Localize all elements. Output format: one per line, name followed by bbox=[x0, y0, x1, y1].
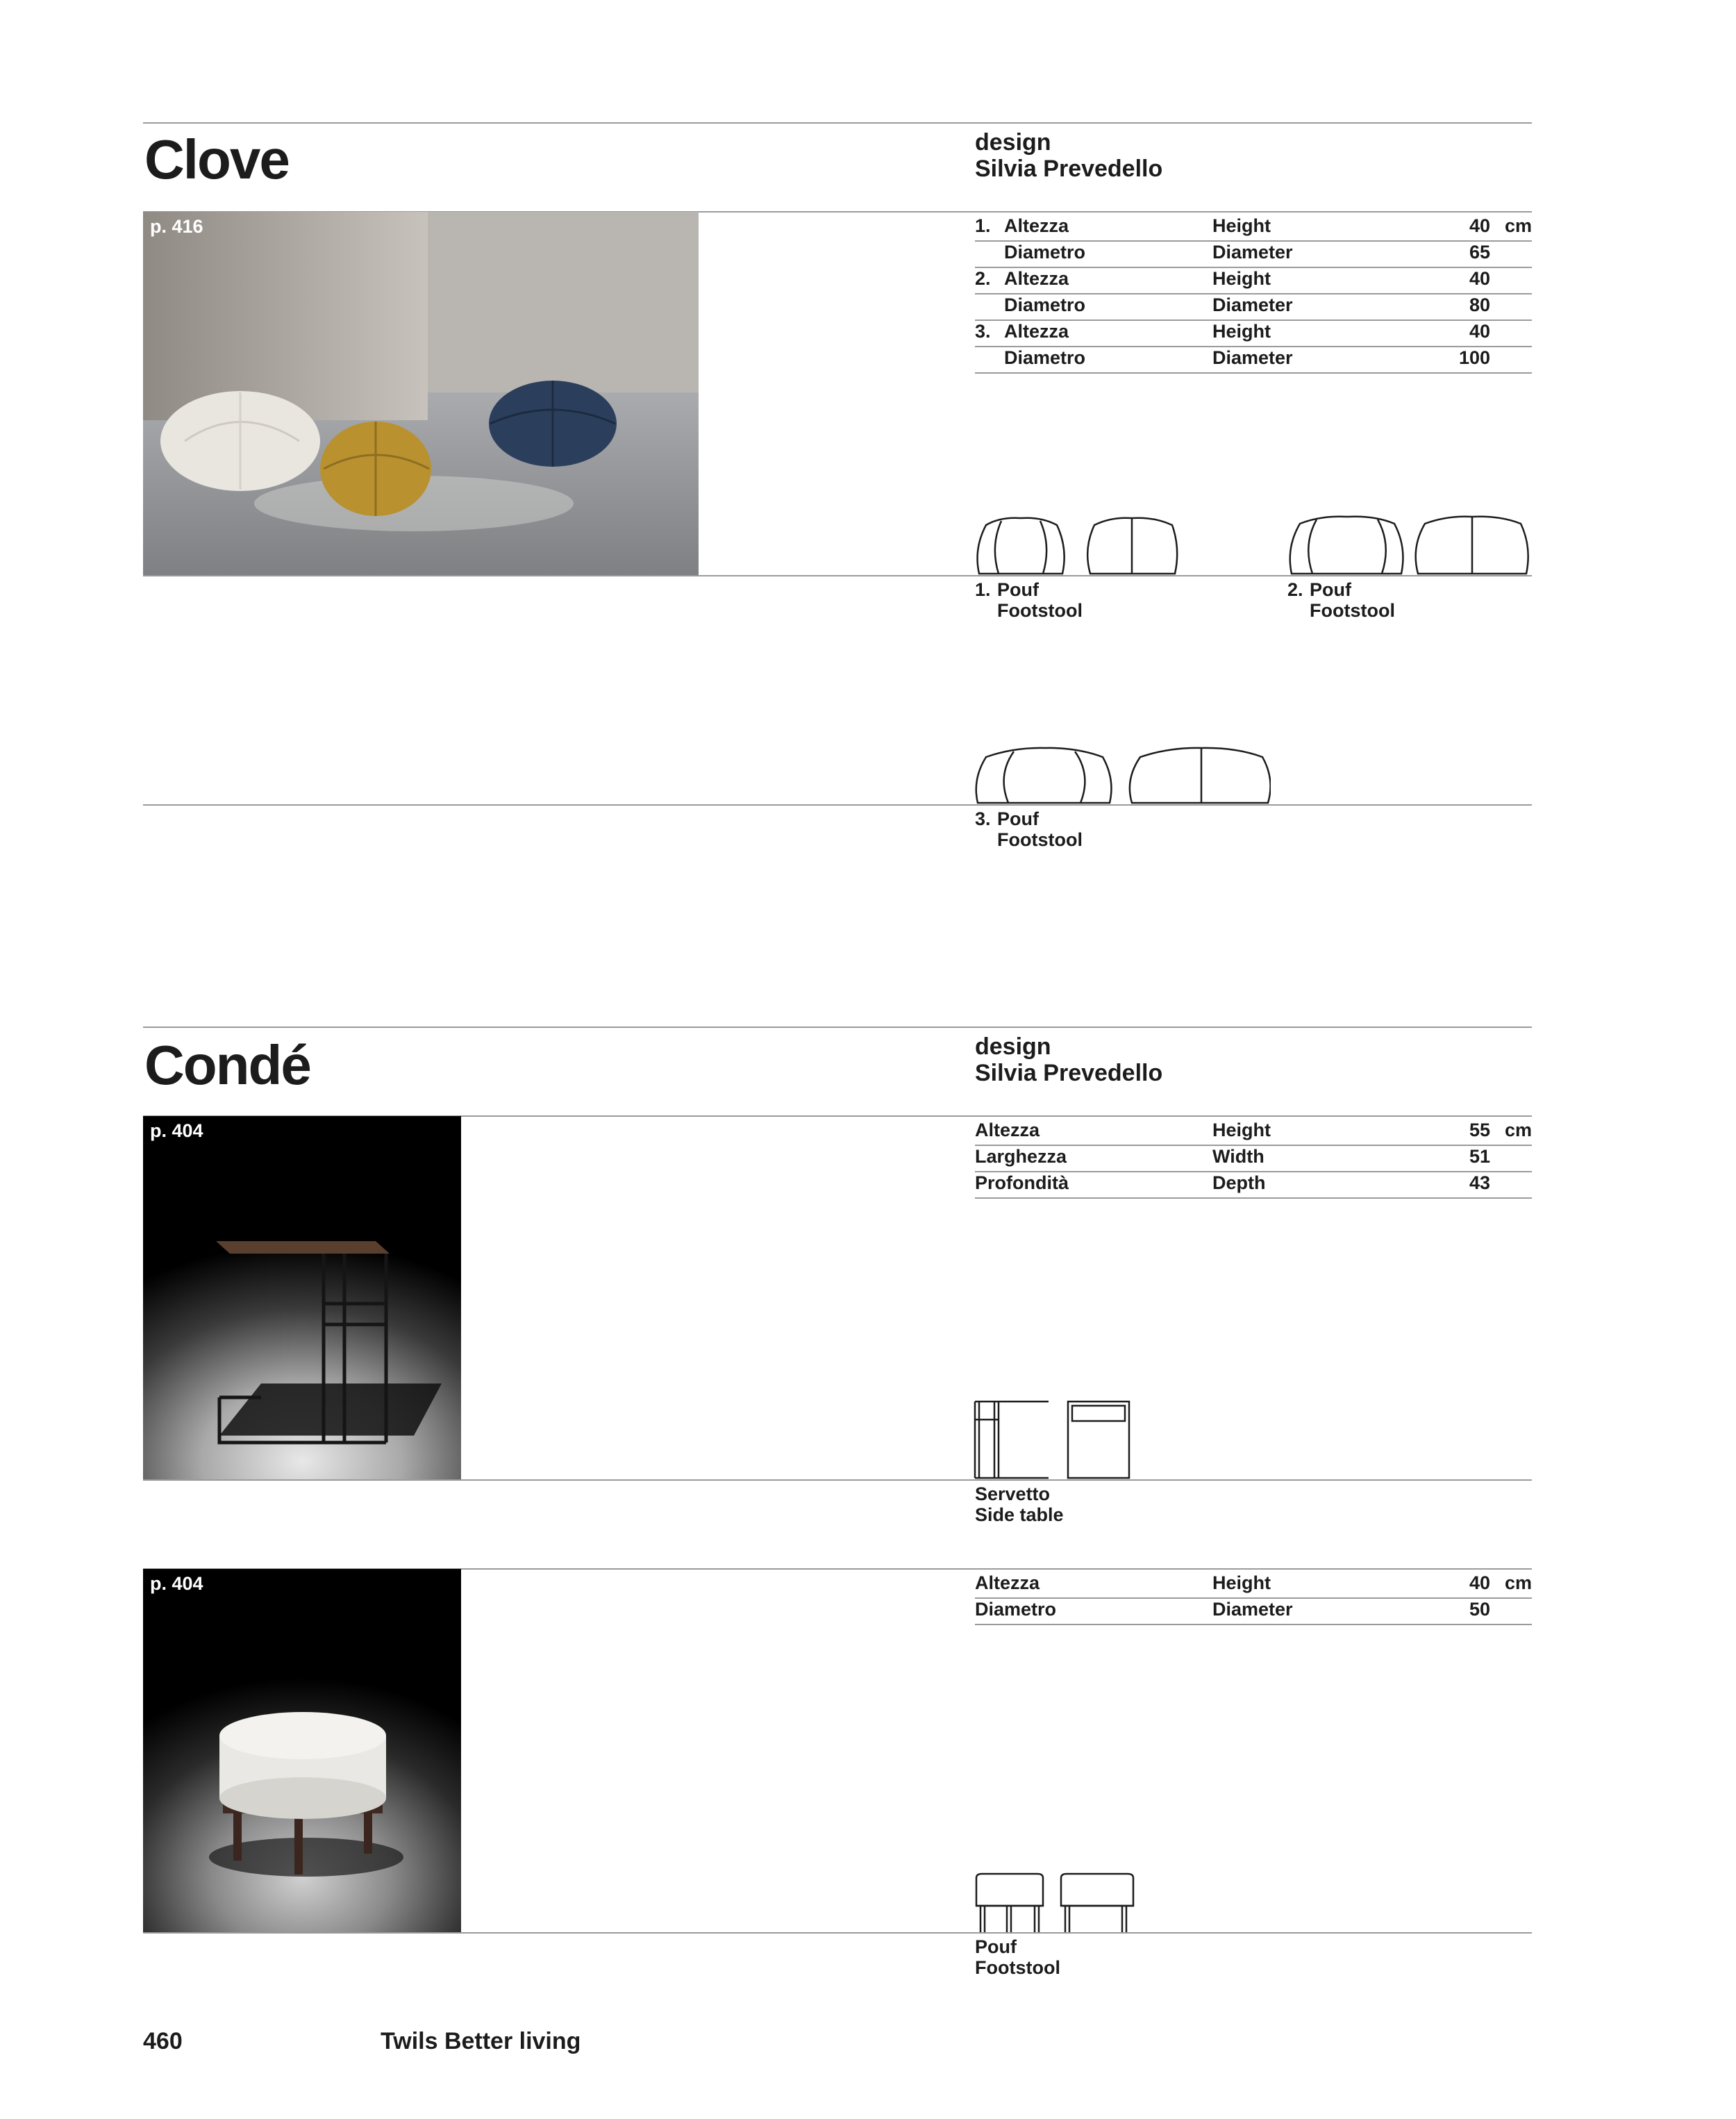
brand-name: Twils Better living bbox=[381, 2028, 581, 2054]
clove-pouf-drawings-1-2 bbox=[972, 514, 1535, 578]
section-divider bbox=[143, 804, 1532, 806]
spec-row bbox=[975, 1145, 1532, 1172]
spec-value: 40 bbox=[1469, 1572, 1490, 1593]
item-number: 3. bbox=[975, 808, 991, 829]
spec-label-en: Diameter bbox=[1212, 294, 1293, 315]
spec-label-en: Depth bbox=[1212, 1172, 1266, 1193]
spec-label-it: Altezza bbox=[1004, 321, 1069, 342]
caption-label-it: Servetto bbox=[975, 1484, 1051, 1504]
section-divider bbox=[143, 575, 1532, 576]
item-label-it: Pouf bbox=[997, 808, 1039, 829]
clove-product-photo bbox=[143, 212, 699, 575]
item-number: 1. bbox=[975, 579, 991, 600]
spec-label-it: Altezza bbox=[975, 1120, 1040, 1140]
spec-value: 40 bbox=[1469, 321, 1490, 342]
spec-row bbox=[975, 1118, 1532, 1146]
section-divider bbox=[143, 1479, 1532, 1481]
designer-name: Silvia Prevedello bbox=[975, 156, 1163, 182]
item-number: 2. bbox=[1287, 579, 1303, 600]
spec-value: 50 bbox=[1469, 1599, 1490, 1620]
spec-row bbox=[975, 1597, 1532, 1625]
spec-value: 40 bbox=[1469, 215, 1490, 236]
spec-value: 100 bbox=[1458, 347, 1490, 368]
designer-name: Silvia Prevedello bbox=[975, 1060, 1163, 1086]
spec-label-en: Diameter bbox=[1212, 1599, 1293, 1620]
side-table-illustration bbox=[143, 1116, 461, 1479]
item-label-it: Pouf bbox=[997, 579, 1039, 600]
side-table-caption bbox=[975, 1484, 1064, 1525]
spec-label-it: Profondità bbox=[975, 1172, 1069, 1193]
item-label-en: Footstool bbox=[997, 600, 1083, 621]
spec-row bbox=[975, 214, 1532, 242]
spec-value: 80 bbox=[1469, 294, 1490, 315]
conde-pouf-photo bbox=[143, 1569, 461, 1932]
spec-label-it: Larghezza bbox=[975, 1146, 1067, 1167]
side-table-drawings bbox=[974, 1399, 1133, 1481]
spec-row bbox=[975, 1171, 1532, 1199]
spec-label-en: Height bbox=[1212, 1572, 1271, 1593]
spec-label-it: Altezza bbox=[1004, 215, 1069, 236]
page-reference: p. 404 bbox=[150, 1120, 203, 1141]
spec-row bbox=[975, 319, 1532, 347]
item-caption-3 bbox=[975, 808, 1083, 850]
spec-unit: cm bbox=[1504, 215, 1532, 236]
spec-value: 55 bbox=[1469, 1120, 1490, 1140]
section-divider bbox=[143, 122, 1532, 124]
spec-row bbox=[975, 293, 1532, 321]
item-label-en: Footstool bbox=[997, 829, 1083, 850]
caption-label-it: Pouf bbox=[975, 1936, 1017, 1957]
spec-number: 1. bbox=[975, 215, 991, 236]
section-divider bbox=[143, 1027, 1532, 1028]
spec-label-it: Diametro bbox=[1004, 347, 1086, 368]
spec-unit: cm bbox=[1504, 1120, 1532, 1140]
pouf-drawings bbox=[974, 1872, 1140, 1934]
clove-pouf-drawing-3 bbox=[972, 745, 1271, 807]
page-reference: p. 416 bbox=[150, 216, 203, 237]
caption-label-en: Footstool bbox=[975, 1957, 1060, 1978]
spec-row bbox=[975, 267, 1532, 294]
item-label-en: Footstool bbox=[1310, 600, 1395, 621]
spec-row bbox=[975, 346, 1532, 374]
spec-value: 43 bbox=[1469, 1172, 1490, 1193]
spec-value: 40 bbox=[1469, 268, 1490, 289]
spec-row bbox=[975, 240, 1532, 268]
spec-value: 65 bbox=[1469, 242, 1490, 263]
caption-label-en: Side table bbox=[975, 1504, 1064, 1525]
item-label-it: Pouf bbox=[1310, 579, 1351, 600]
spec-label-it: Altezza bbox=[975, 1572, 1040, 1593]
spec-label-en: Height bbox=[1212, 1120, 1271, 1140]
spec-number: 2. bbox=[975, 268, 991, 289]
spec-label-it: Diametro bbox=[1004, 242, 1086, 263]
page-reference: p. 404 bbox=[150, 1573, 203, 1594]
spec-label-it: Altezza bbox=[1004, 268, 1069, 289]
design-label bbox=[975, 1033, 1162, 1086]
spec-label-en: Diameter bbox=[1212, 347, 1293, 368]
spec-label-it: Diametro bbox=[975, 1599, 1057, 1620]
spec-label-it: Diametro bbox=[1004, 294, 1086, 315]
design-label bbox=[975, 129, 1162, 182]
product-title-clove: Clove bbox=[144, 128, 289, 190]
section-divider bbox=[143, 1932, 1532, 1934]
spec-label-en: Height bbox=[1212, 268, 1271, 289]
pouf-illustration bbox=[143, 1569, 461, 1932]
spec-label-en: Height bbox=[1212, 215, 1271, 236]
item-caption-2 bbox=[1287, 579, 1395, 621]
page-number: 460 bbox=[143, 2028, 183, 2054]
spec-label-en: Height bbox=[1212, 321, 1271, 342]
spec-label-en: Diameter bbox=[1212, 242, 1293, 263]
conde-side-table-photo bbox=[143, 1116, 461, 1479]
spec-number: 3. bbox=[975, 321, 991, 342]
clove-photo-illustration bbox=[143, 212, 699, 575]
spec-row bbox=[975, 1571, 1532, 1599]
spec-unit: cm bbox=[1504, 1572, 1532, 1593]
pouf-caption bbox=[975, 1936, 1060, 1978]
design-label-text: design bbox=[975, 1033, 1051, 1060]
product-title-conde: Condé bbox=[144, 1034, 310, 1096]
item-caption-1 bbox=[975, 579, 1083, 621]
spec-value: 51 bbox=[1469, 1146, 1490, 1167]
design-label-text: design bbox=[975, 129, 1051, 156]
spec-label-en: Width bbox=[1212, 1146, 1265, 1167]
